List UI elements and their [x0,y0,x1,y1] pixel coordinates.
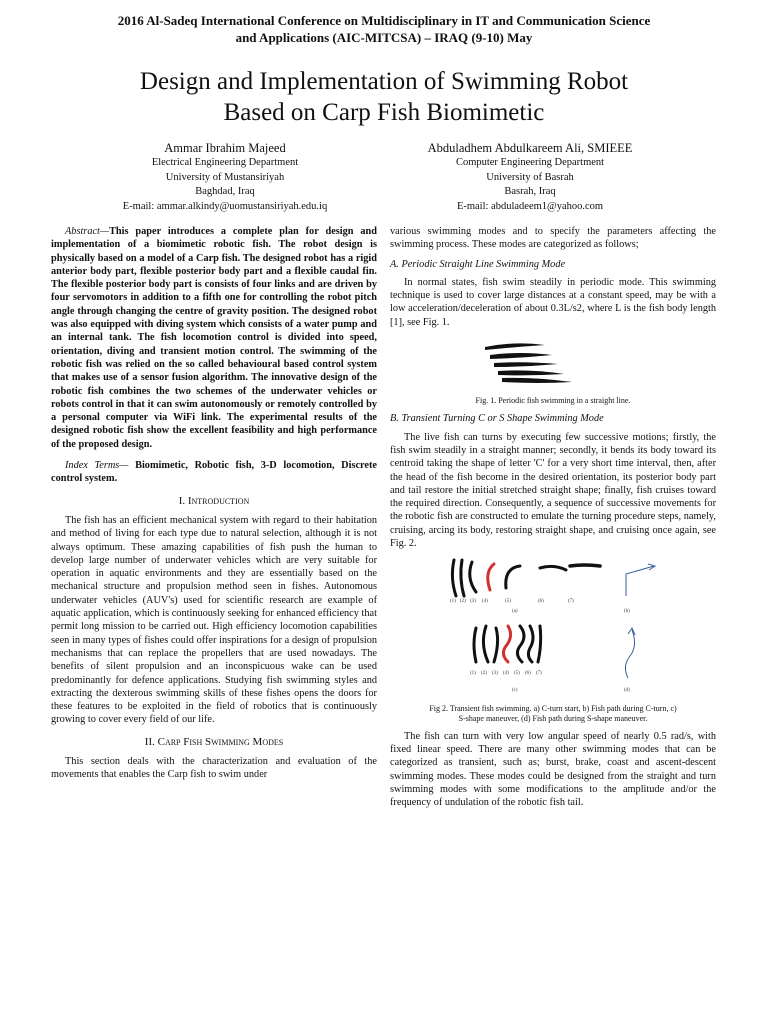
figure-2-caption-line-1: Fig 2. Transient fish swimming. a) C-turn start, b) Fish path during C-turn, c) [429,703,677,713]
fish-silhouette [506,566,520,588]
index-terms [51,459,377,486]
author-city: Baghdad, Iraq [195,186,255,198]
c-turn-path [626,564,655,596]
abstract-label: Abstract— [65,226,110,237]
section-heading-introduction: I. Introduction [178,494,250,507]
turn-speed-paragraph: The fish can turn with very low angular speed of nearly 0.5 rad/s, with fixed linear speed. There are many other swimming modes that can be categorized as transient, such as; burst, brake, coast and ascent-descent swimming modes. These modes could be designed from the straight and turn swimming modes with some modifications to the amplitude and/or the frequency of undulation of the robotic fish tail. [390,730,716,809]
figure-1 [390,333,716,406]
subfigure-label-b: (b) [624,609,630,615]
fish-sequence-straight [485,343,572,383]
fish-silhouette [503,626,510,662]
figure-2 [390,554,716,723]
swimming-modes-paragraph: This section deals with the characterization and evaluation of the movements that enables the Carp fish to swim under [51,755,377,781]
fish-silhouette [483,626,488,662]
fish-silhouette [494,628,498,662]
fish-silhouette [517,626,524,662]
fish-silhouette [538,626,541,662]
subfigure-label-a: (a) [512,609,518,615]
fish-silhouette [474,628,476,662]
frame-label: (2) [460,599,466,605]
subsection-heading-b: B. Transient Turning C or S Shape Swimming Mode [390,413,604,425]
author-dept: Electrical Engineering Department [151,157,299,168]
title-line-1: Design and Implementation of Swimming Robot [139,68,629,95]
author-email: E-mail: abduladeem1@yahoo.com [456,200,604,212]
s-shape-path [625,628,635,678]
title-line-2: Based on Carp Fish Biomimetic [223,99,545,126]
author-name: Ammar Ibrahim Majeed [164,141,286,155]
frame-label: (4) [482,599,488,605]
frame-label: (1) [450,599,456,605]
subfigure-label-c: (c) [512,688,518,694]
figure-2-caption [390,704,716,724]
section-heading-swimming-modes: II. Carp Fish Swimming Modes [144,735,284,748]
frame-label: (6) [525,671,531,677]
frame-label: (3) [470,599,476,605]
frame-label: (5) [505,599,511,605]
author-city: Basrah, Iraq [504,186,556,198]
author-univ: University of Basrah [486,171,574,183]
continued-paragraph: various swimming modes and to specify the parameters affecting the swimming process. These modes are categorized as follows; [390,226,716,251]
s-shape-labels [470,671,542,676]
frame-label: (3) [492,671,498,677]
fish-silhouette [570,565,600,566]
conference-line-2: and Applications (AIC-MITCSA) – IRAQ (9-10) May [235,30,533,45]
fish-silhouette [540,567,566,571]
introduction-paragraph: The fish has an efficient mechanical system with regard to their habitation and method of living for each type due to natural selection, although it is not always optimum. These amazing capabilities of fish push the human to develop large number of underwater vehicles which are very suitable for operation in aquatic environments and they are essentially based on the mechanical structure and propulsion method seen in fishes. Autonomous underwater vehicles (AUV's) used for scientific research are example of aquatic application, which is continuously seeking for enhanced efficiency that permit long mission to be carried out. High efficiency locomotion capabilities seen in many types of fishes could offer inspirations for a design of propulsion mechanisms that can replace the propellers that are used nowadays. The benefits of silent propulsion and an inconspicuous wake can be used predominantly for defence applications. Studying fish swimming styles and extracting the dexterous swimming skills of these fishes opens the doors for these features to be exploited in the field of robotics that is continuously growing to cover every field of our life. [51,514,377,726]
index-terms-text: Biomimetic, Robotic fish, 3-D locomotion, Discrete control system. [51,460,378,485]
frame-label: (7) [536,671,542,677]
author-name: Abduladhem Abdulkareem Ali, SMIEEE [427,141,633,155]
transient-paragraph: The live fish can turns by executing few successive motions; firstly, the fish swim steadily in a straight manner; secondly, it bends its body toward its centroid taking the shape of letter 'C' for a very short time interval, then, after the head of the fish become in the desired orientation, its posterior body part and tail restore the initial stretched straight shape; finally, fish cruises toward the required direction. Consequently, a sequence of successive movements for the robotic fish are constructed to emulate the turning procedure steps, namely, cruising, arcing its body, restoring straight shape, and cruising once again, see Fig. 2. [390,431,716,550]
figure-2-image [390,554,716,696]
fish-silhouette [488,564,494,590]
author-block-1 [60,140,390,214]
fish-silhouette [528,626,533,662]
fish-silhouette [498,371,564,376]
left-column [51,225,377,782]
figure-1-image [390,333,716,389]
fish-silhouette [470,562,476,592]
frame-label: (5) [514,671,520,677]
fish-silhouette [461,560,464,596]
fish-silhouette [494,362,558,367]
abstract [51,225,377,451]
path-line [626,566,654,596]
subfigure-label-d: (d) [624,688,630,694]
fish-silhouette [490,353,552,359]
periodic-paragraph: In normal states, fish swim steadily in periodic mode. This swimming technique is used to cover large distances at a constant speed, may be with a low acceleration/deceleration of about 0.3L/s2, where L is the fish body length [1], see Fig. 1. [390,276,716,328]
abstract-text: This paper introduces a complete plan for design and implementation of a biomimetic robotic fish. The robot design is physically based on a model of a Carp fish. The designed robot has a rigid anterior body part, flexible posterior body part and a flexible caudal fin. The flexible posterior body part is consists of four links and are driven by four servomotors in addition to a fifth one for controlling the robot pitch angle through changing the centre of gravity position. The designed robot was also equipped with diving system which consists of a water pump and an internal tank. The fish locomotion control is divided into speed, orientation, diving and transient motion control. The swimming of the robotic fish was relied on the so called behavioural based control system that makes use of a sensor fusion algorithm. The innovative design of the robotic fish combines the two schemes of the underwater vehicles or robots control in that it can swim autonomously or remotely controlled by a personal computer via WiFi link. The experimental results of the designed robotic fish show the excellent feasibility and high performance of the proposed design. [51,226,377,450]
arrow-head-icon [628,628,635,635]
figure-2-caption-line-2: S-shape maneuver, (d) Fish path during S-shape maneuver. [458,713,648,723]
figure-1-caption: Fig. 1. Periodic fish swimming in a straight line. [475,396,631,406]
frame-label: (4) [503,671,509,677]
author-email: E-mail: ammar.alkindy@uomustansiriyah.edu.iq [122,200,328,212]
fish-silhouette [502,378,572,383]
frame-label: (6) [538,599,544,605]
frame-label: (2) [481,671,487,677]
author-dept: Computer Engineering Department [455,157,605,168]
s-shape-sequence [474,626,541,662]
right-column [390,225,716,809]
conference-header [40,12,728,46]
index-terms-label: Index Terms— [65,460,129,472]
fish-silhouette [452,560,456,596]
author-univ: University of Mustansiriyah [165,171,285,183]
c-turn-sequence [452,560,600,596]
subsection-heading-a: A. Periodic Straight Line Swimming Mode [390,258,566,270]
conference-line-1: 2016 Al-Sadeq International Conference on Multidisciplinary in IT and Communication Science [117,13,651,28]
frame-label: (7) [568,599,574,605]
fish-silhouette [485,343,545,350]
frame-label: (1) [470,671,476,677]
paper-title [40,66,728,128]
path-line [625,630,634,678]
author-block-2 [365,140,695,214]
